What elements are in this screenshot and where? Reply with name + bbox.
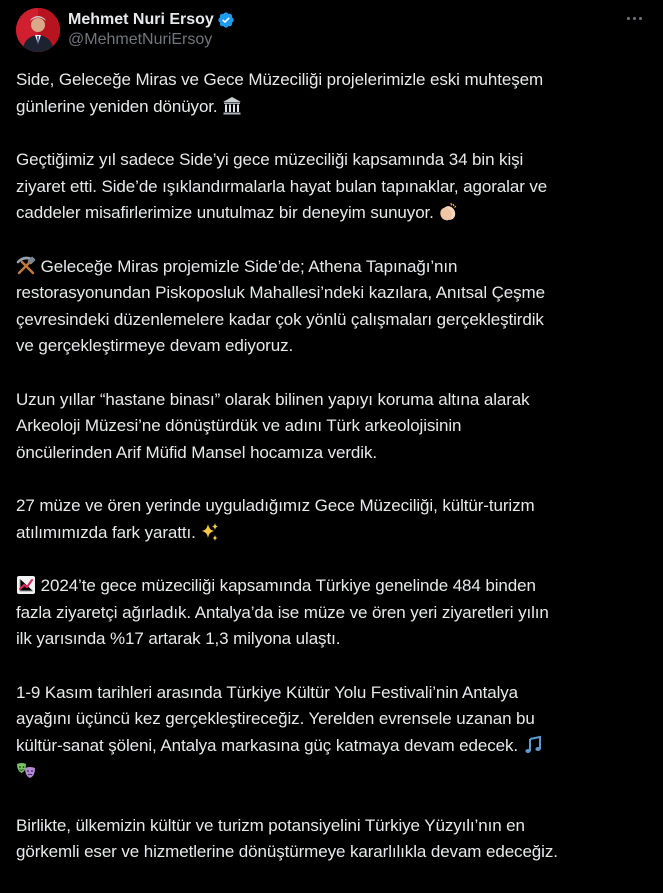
tweet-line: ilk yarısında %17 artarak 1,3 milyona ulaştı. (16, 629, 341, 648)
more-dot-icon (633, 17, 636, 20)
tweet-paragraph (16, 254, 656, 360)
tweet-line-text: Geleceğe Miras projemizle Side’de; Athena Tapınağı’nın (40, 256, 458, 276)
tweet-line: ve gerçekleştirmeye devam ediyoruz. (16, 336, 294, 355)
tweet-line: 27 müze ve ören yerinde uyguladığımız Gece Müzeciliği, kültür-turizm (16, 496, 535, 515)
tweet-header (16, 8, 647, 52)
more-dot-icon (627, 17, 630, 20)
tweet-line: görkemli eser ve hizmetlerine dönüştürmeye kararlılıkla devam edeceğiz. (16, 842, 558, 861)
tweet-line: restorasyonundan Piskoposluk Mahallesi’ndeki kazılara, Anıtsal Çeşme (16, 283, 545, 302)
hammer-and-pick-icon (16, 256, 36, 276)
tweet-line: Geçtiğimiz yıl sadece Side’yi gece müzeciliği kapsamında 34 bin kişi (16, 150, 524, 169)
musical-notes-icon (523, 735, 543, 755)
tweet-line-text: günlerine yeniden dönüyor. (16, 96, 218, 116)
tweet-paragraph (16, 387, 656, 467)
tweet-line: öncülerinden Arif Müfid Mansel hocamıza verdik. (16, 442, 377, 462)
clapping-hands-icon (438, 202, 458, 222)
avatar-image (16, 8, 60, 52)
tweet-line (16, 200, 656, 227)
tweet-line (16, 520, 656, 547)
tweet-line-text: caddeler misafirlerimize unutulmaz bir deneyim sunuyor. (16, 203, 434, 222)
author-display-name[interactable]: Mehmet Nuri Ersoy (68, 10, 214, 28)
tweet-line: Birlikte, ülkemizin kültür ve turizm potansiyelini Türkiye Yüzyılı’nın en (16, 815, 525, 835)
tweet-line-text: 2024’te gece müzeciliği kapsamında Türkiye genelinde 484 binden (40, 576, 536, 595)
classical-building-icon (222, 96, 242, 116)
tweet-line-text: atılımımızda fark yarattı. (16, 522, 196, 542)
tweet-paragraph (16, 573, 656, 653)
tweet-line (16, 573, 656, 600)
chart-increasing-icon (16, 575, 36, 595)
tweet-line (16, 733, 656, 760)
tweet-line: Uzun yıllar “hastane binası” olarak bilinen yapıyı koruma altına alarak (16, 389, 530, 409)
tweet-line-text: kültür-sanat şöleni, Antalya markasına güç katmaya devam edecek. (16, 735, 518, 755)
tweet-line (16, 94, 656, 121)
tweet-line (16, 759, 656, 786)
author-names (68, 9, 235, 49)
tweet-text (16, 67, 656, 893)
tweet-paragraph (16, 67, 656, 120)
tweet-paragraph (16, 147, 656, 227)
author-handle[interactable]: @MehmetNuriErsoy (68, 31, 213, 48)
tweet-line (16, 254, 656, 281)
tweet-line: ziyaret etti. Side’de ışıklandırmalarla hayat bulan tapınaklar, agoralar ve (16, 176, 548, 196)
sparkles-icon (200, 522, 220, 542)
tweet-line: Arkeoloji Müzesi’ne dönüştürdük ve adını Türk arkeolojisinin (16, 416, 462, 435)
tweet-line: Side, Geleceğe Miras ve Gece Müzeciliği projelerimizle eski muhteşem (16, 70, 544, 89)
profile-avatar[interactable] (16, 8, 60, 52)
verified-badge-icon (217, 11, 235, 29)
tweet-paragraph (16, 493, 656, 546)
tweet-line: çevresindeki düzenlemelere kadar çok yönlü çalışmaları gerçekleştirdik (16, 309, 544, 329)
tweet-paragraph (16, 680, 656, 786)
tweet-line: fazla ziyaretçi ağırladık. Antalya’da ise müze ve ören yeri ziyaretleri yılın (16, 602, 549, 622)
more-dot-icon (639, 17, 642, 20)
performing-arts-icon (16, 761, 36, 781)
more-options-button[interactable] (621, 8, 647, 28)
tweet-paragraph (16, 813, 656, 866)
tweet-line: 1-9 Kasım tarihleri arasında Türkiye Kültür Yolu Festivali’nin Antalya (16, 682, 518, 702)
tweet-line: ayağını üçüncü kez gerçekleştireceğiz. Yerelden evrensele uzanan bu (16, 709, 535, 728)
